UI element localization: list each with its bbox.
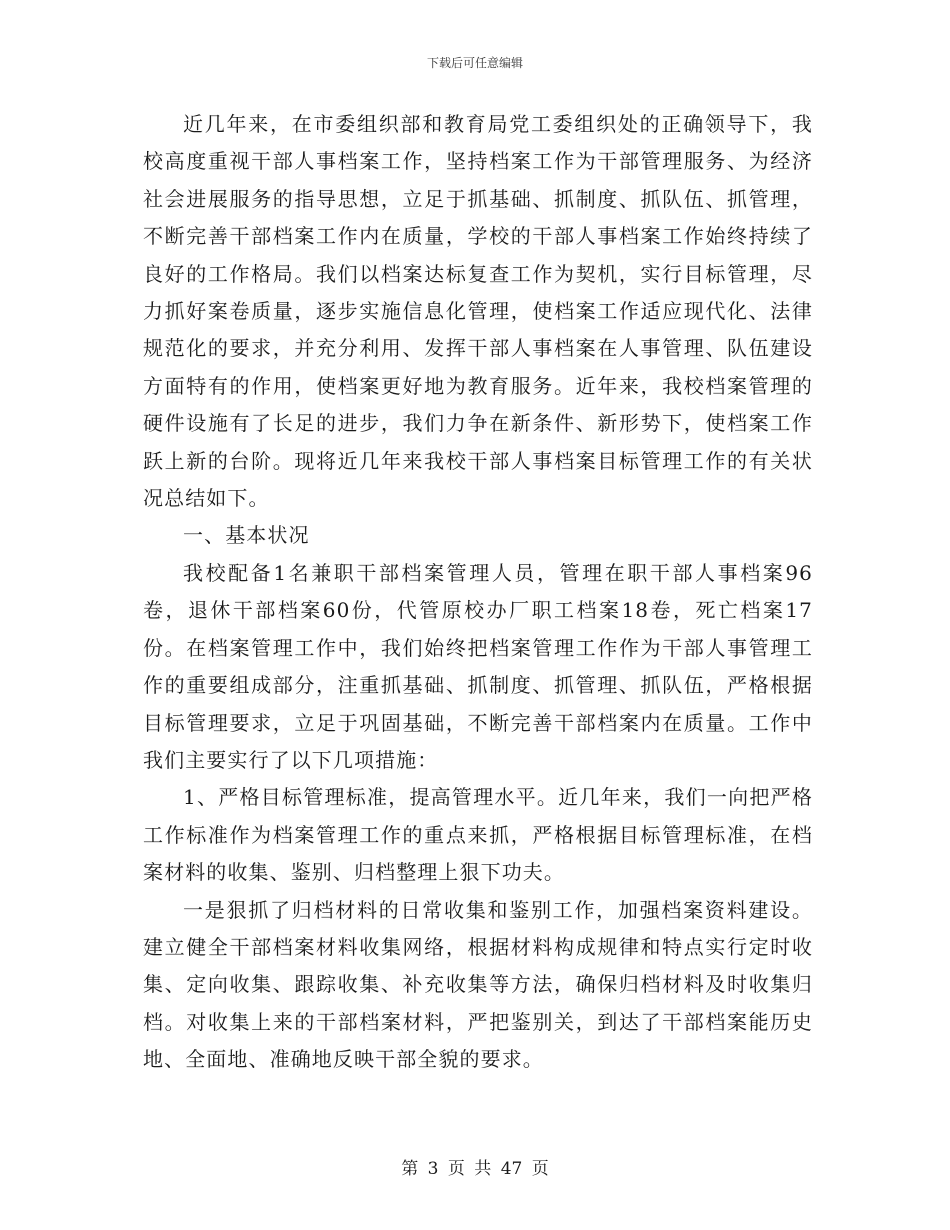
page-number: 第 3 页 共 47 页 xyxy=(401,1159,549,1179)
paragraph-intro: 近几年来，在市委组织部和教育局党工委组织处的正确领导下，我校高度重视干部人事档案工作，坚持档案工作为干部管理服务、为经济社会进展服务的指导思想，立足于抓基础、抓制度、抓队伍、抓管理，不断完善干部档案工作内在质量，学校的干部人事档案工作始终持续了良好的工作格局。我们以档案达标复查工作为契机，实行目标管理，尽力抓好案卷质量，逐步实施信息化管理，使档案工作适应现代化、法律规范化的要求，并充分利用、发挥干部人事档案在人事管理、队伍建设方面特有的作用，使档案更好地为教育服务。近年来，我校档案管理的硬件设施有了长足的进步，我们力争在新条件、新形势下，使档案工作跃上新的台阶。现将近几年来我校干部人事档案目标管理工作的有关状况总结如下。 xyxy=(143,112,813,511)
paragraph-measure-1: 1、严格目标管理标准，提高管理水平。近几年来，我们一向把严格工作标准作为档案管理工作的重点来抓，严格根据目标管理标准，在档案材料的收集、鉴别、归档整理上狠下功夫。 xyxy=(143,785,813,885)
header-note: 下载后可任意编辑 xyxy=(426,56,523,70)
document-body xyxy=(143,106,813,1079)
section-heading-basic-status: 一、基本状况 xyxy=(183,523,310,548)
paragraph-measure-1a: 一是狠抓了归档材料的日常收集和鉴别工作，加强档案资料建设。建立健全干部档案材料收集网络，根据材料构成规律和特点实行定时收集、定向收集、跟踪收集、补充收集等方法，确保归档材料及时收集归档。对收集上来的干部档案材料，严把鉴别关，到达了干部档案能历史地、全面地、准确地反映干部全貌的要求。 xyxy=(143,897,813,1072)
paragraph-staffing: 我校配备1名兼职干部档案管理人员，管理在职干部人事档案96卷，退休干部档案60份，代管原校办厂职工档案18卷，死亡档案17份。在档案管理工作中，我们始终把档案管理工作作为干部人事管理工作的重要组成部分，注重抓基础、抓制度、抓管理、抓队伍，严格根据目标管理要求，立足于巩固基础，不断完善干部档案内在质量。工作中我们主要实行了以下几项措施： xyxy=(143,560,813,772)
